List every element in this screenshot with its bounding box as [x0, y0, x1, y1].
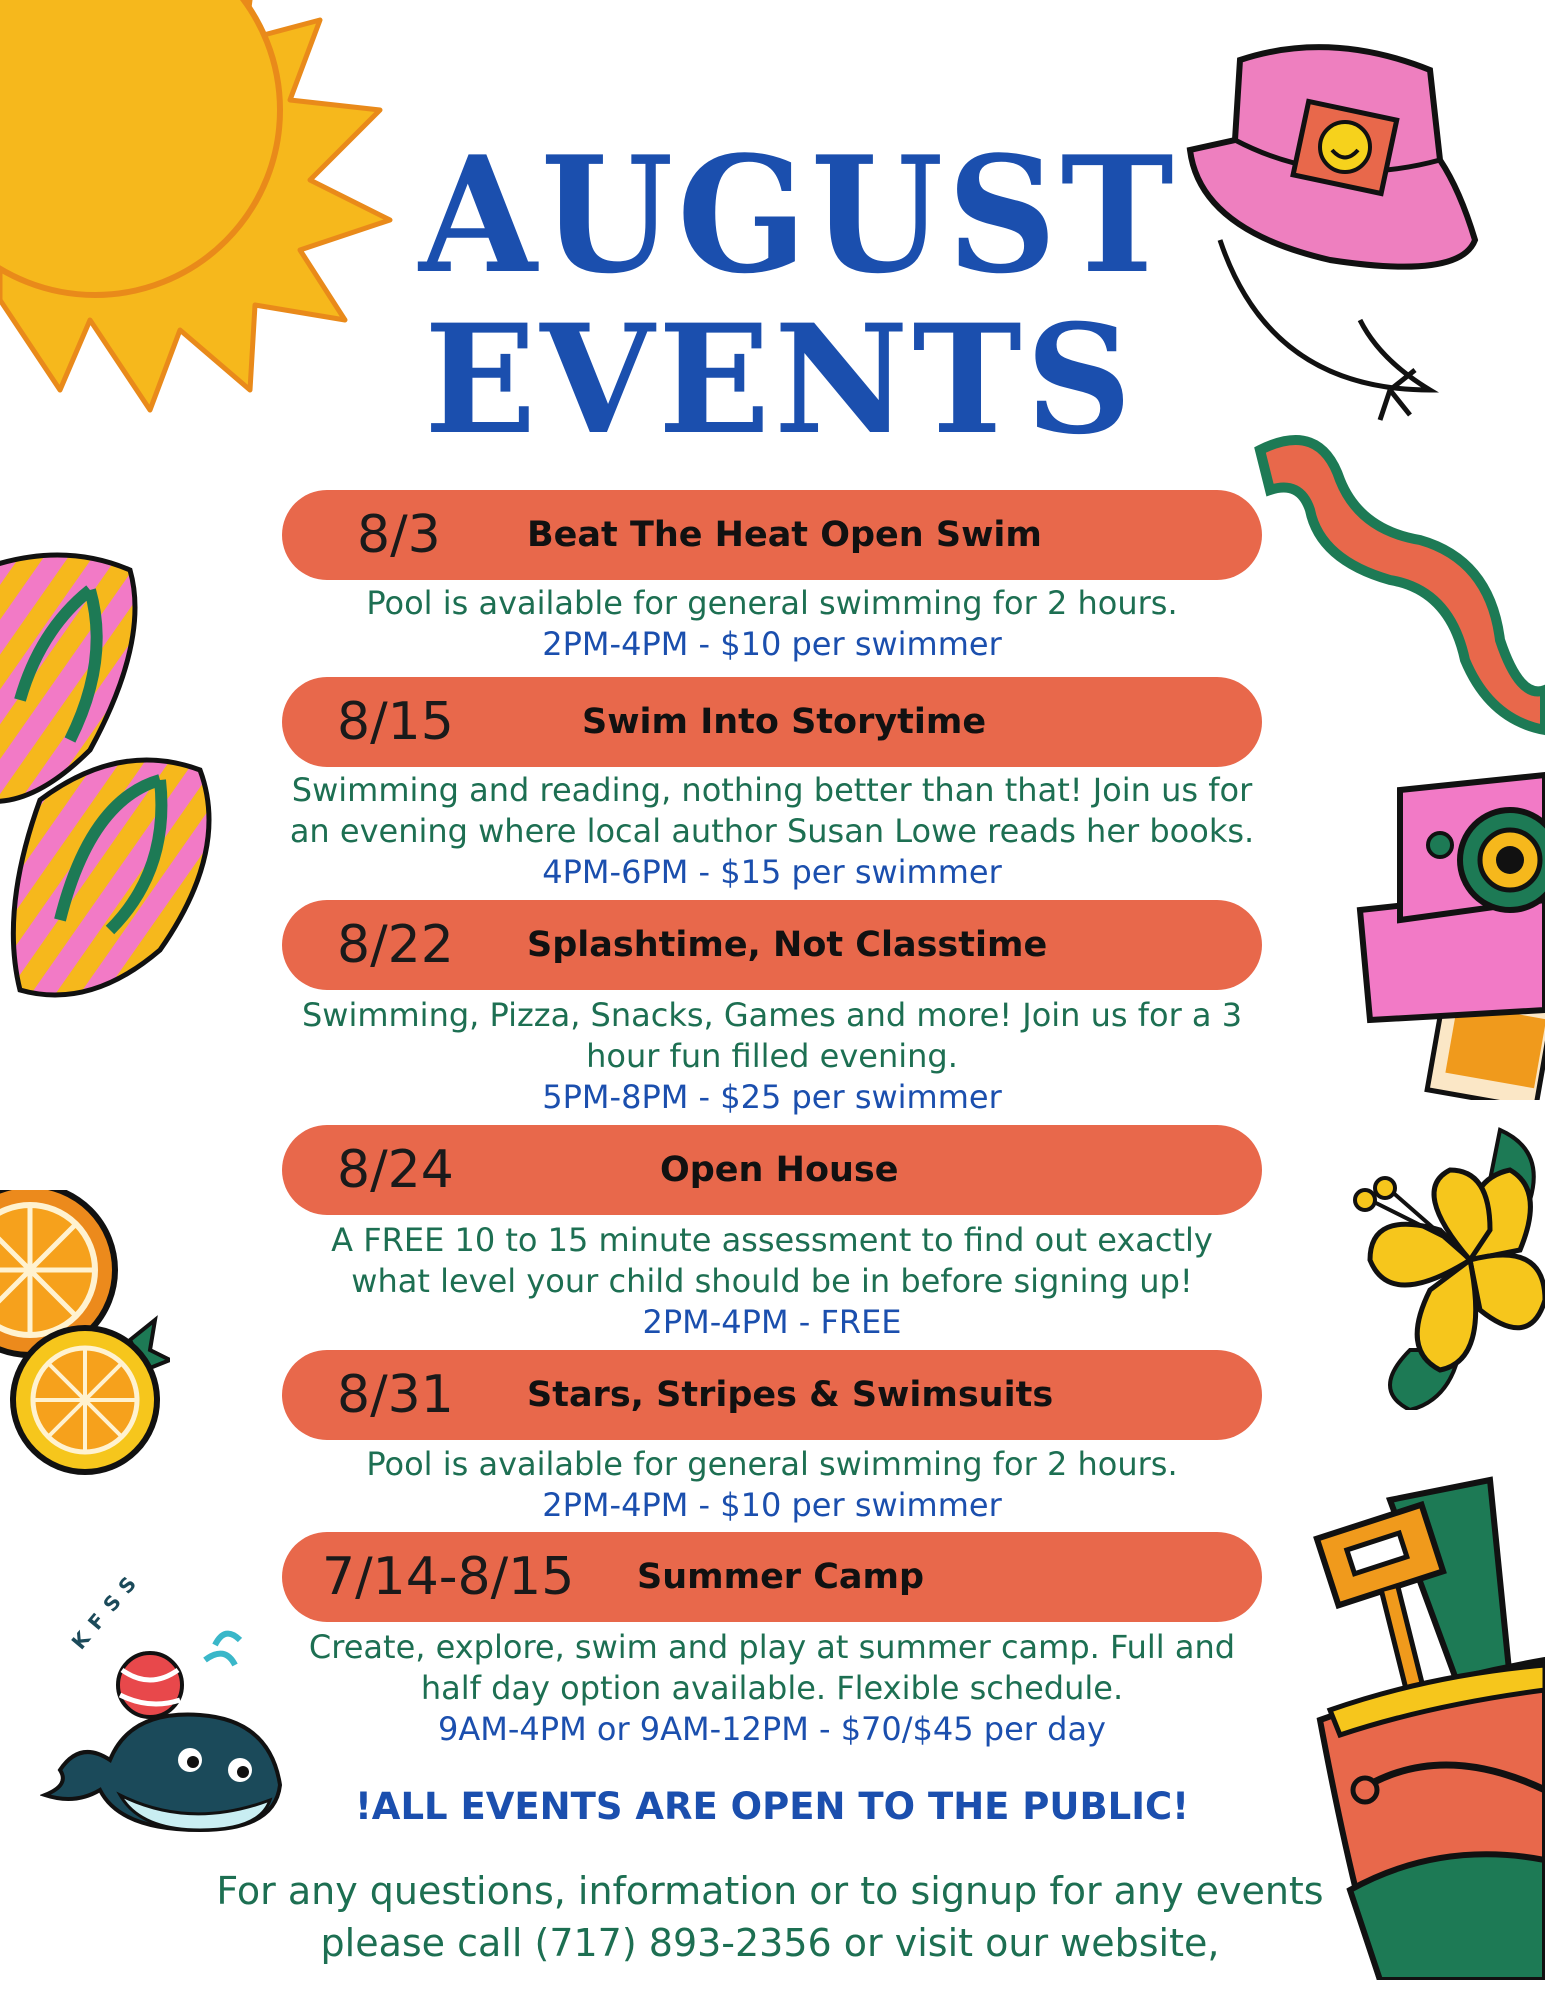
title-line-2: EVENTS [424, 292, 1136, 468]
event-desc-line: Swimming and reading, nothing better than that! Join us for [291, 771, 1253, 809]
bucket-hat-icon [1180, 30, 1480, 450]
sun-icon [0, 0, 400, 460]
contact-line: please call (717) 893-2356 or visit our website, [320, 1921, 1220, 1965]
event-price: 2PM-4PM - $10 per swimmer [542, 1486, 1002, 1524]
event-bar [282, 900, 1262, 990]
event-description [282, 583, 1262, 665]
event-date: 8/22 [337, 915, 454, 975]
event-price: 2PM-4PM - FREE [642, 1303, 902, 1341]
flip-flops-icon [0, 550, 230, 1010]
orange-slices-icon [0, 1190, 170, 1480]
public-note: !ALL EVENTS ARE OPEN TO THE PUBLIC! [354, 1785, 1190, 1828]
event-date: 8/3 [357, 505, 441, 565]
title-line-1: AUGUST [419, 121, 1178, 309]
event-description [282, 1220, 1262, 1343]
event-date: 8/15 [337, 692, 454, 752]
event-desc-line: A FREE 10 to 15 minute assessment to find out exactly [331, 1221, 1213, 1259]
event-desc-line: Pool is available for general swimming for 2 hours. [366, 584, 1178, 622]
event-desc-line: Create, explore, swim and play at summer camp. Full and [308, 1628, 1236, 1666]
contact-line: For any questions, information or to signup for any events [216, 1869, 1324, 1913]
event-bar [282, 1125, 1262, 1215]
event-description [282, 1627, 1262, 1750]
event-desc-line: hour fun filled evening. [586, 1037, 958, 1075]
event-price: 2PM-4PM - $10 per swimmer [542, 625, 1002, 663]
event-name: Swim Into Storytime [582, 702, 987, 742]
event-desc-line: Pool is available for general swimming for 2 hours. [366, 1445, 1178, 1483]
ribbon-icon [1250, 420, 1545, 740]
event-desc-line: an evening where local author Susan Lowe reads her books. [289, 812, 1255, 850]
event-name: Splashtime, Not Classtime [527, 925, 1048, 965]
event-desc-line: Swimming, Pizza, Snacks, Games and more! Join us for a 3 [301, 996, 1243, 1034]
camera-icon [1340, 770, 1545, 1100]
event-price: 4PM-6PM - $15 per swimmer [542, 853, 1002, 891]
logo-text: KFSS [66, 1564, 148, 1654]
event-name: Beat The Heat Open Swim [527, 515, 1042, 555]
event-name: Summer Camp [637, 1557, 925, 1597]
event-price: 9AM-4PM or 9AM-12PM - $70/$45 per day [438, 1710, 1106, 1748]
event-bar [282, 1532, 1262, 1622]
event-desc-line: what level your child should be in before signing up! [351, 1262, 1193, 1300]
event-desc-line: half day option available. Flexible schedule. [420, 1669, 1124, 1707]
hibiscus-icon [1350, 1120, 1545, 1410]
event-description [282, 995, 1262, 1118]
event-date: 8/24 [337, 1140, 454, 1200]
event-name: Open House [660, 1150, 899, 1190]
event-bar [282, 677, 1262, 767]
event-bar [282, 490, 1262, 580]
contact-info [180, 1865, 1360, 1969]
event-bar [282, 1350, 1262, 1440]
whale-logo-icon [40, 1620, 290, 1840]
event-price: 5PM-8PM - $25 per swimmer [542, 1078, 1002, 1116]
event-date: 8/31 [337, 1365, 454, 1425]
event-name: Stars, Stripes & Swimsuits [527, 1375, 1054, 1415]
event-description [282, 770, 1262, 893]
event-date: 7/14-8/15 [322, 1547, 575, 1607]
event-description [282, 1444, 1262, 1526]
